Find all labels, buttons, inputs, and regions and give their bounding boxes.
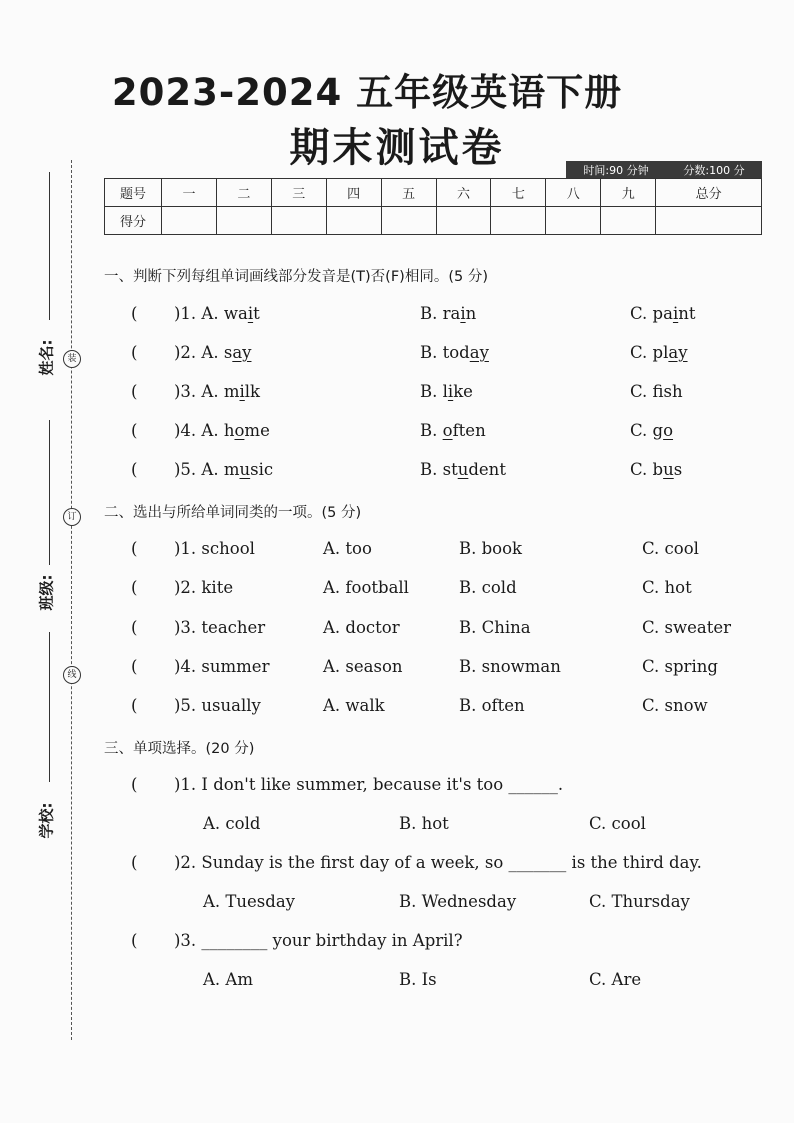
s3-question: )2. Sunday is the first day of a week, so _______ is the third day. (174, 853, 702, 872)
name-write-line[interactable] (49, 172, 50, 320)
s2-option-a: A. too (323, 539, 372, 558)
s1-item-a: )2. A. say (174, 343, 252, 362)
answer-paren[interactable]: ( (131, 696, 138, 715)
score-cell[interactable] (436, 207, 491, 235)
s2-option-c: C. cool (642, 539, 699, 558)
s2-question: )1. school (174, 539, 255, 558)
s1-item-a: )5. A. music (174, 460, 274, 479)
score-label: 分数:100 分 (683, 163, 745, 177)
score-cell[interactable] (601, 207, 656, 235)
score-header: 七 (491, 179, 546, 207)
score-cell[interactable] (162, 207, 217, 235)
s3-item-3 (0, 931, 794, 955)
s2-item-3 (0, 618, 794, 642)
s2-option-a: A. season (323, 657, 403, 676)
score-cell[interactable] (326, 207, 381, 235)
score-table-header-row (105, 179, 762, 207)
s2-option-c: C. sweater (642, 618, 732, 637)
score-header: 总分 (656, 179, 762, 207)
s1-item-b: B. student (420, 460, 506, 479)
answer-paren[interactable]: ( (131, 421, 138, 440)
s3-item-2 (0, 853, 794, 877)
s2-option-b: B. snowman (459, 657, 561, 676)
school-label: 学校: (37, 802, 56, 839)
s3-option-a: A. cold (203, 814, 261, 833)
answer-paren[interactable]: ( (131, 382, 138, 401)
s1-item-a: )1. A. wait (174, 304, 260, 323)
s3-options-3 (0, 970, 794, 994)
score-table (104, 178, 762, 235)
s1-item-a: )3. A. milk (174, 382, 261, 401)
s3-option-c: C. Are (589, 970, 642, 989)
section1-heading: 一、判断下列每组单词画线部分发音是(T)否(F)相同。(5 分) (104, 269, 488, 285)
s1-item-b: B. rain (420, 304, 477, 323)
s2-option-b: B. often (459, 696, 525, 715)
s1-item-2 (0, 343, 794, 367)
s2-item-4 (0, 657, 794, 681)
score-header: 一 (162, 179, 217, 207)
s1-item-a: )4. A. home (174, 421, 270, 440)
answer-paren[interactable]: ( (131, 578, 138, 597)
score-row2-label: 得分 (105, 207, 162, 235)
bind-mark-xian: 线 (63, 666, 81, 684)
s3-item-1 (0, 775, 794, 799)
s3-option-c: C. Thursday (589, 892, 690, 911)
s2-item-5 (0, 696, 794, 720)
bind-mark-ding: 订 (63, 508, 81, 526)
s1-item-c: C. go (630, 421, 674, 440)
score-cell[interactable] (491, 207, 546, 235)
s3-option-b: B. hot (399, 814, 449, 833)
s1-item-b: B. like (420, 382, 473, 401)
answer-paren[interactable]: ( (131, 618, 138, 637)
bind-mark-zhuang: 装 (63, 350, 81, 368)
s2-question: )2. kite (174, 578, 234, 597)
score-header: 五 (381, 179, 436, 207)
class-label: 班级: (37, 574, 56, 611)
s3-option-b: B. Is (399, 970, 437, 989)
score-cell[interactable] (216, 207, 271, 235)
answer-paren[interactable]: ( (131, 539, 138, 558)
s1-item-b: B. today (420, 343, 489, 362)
s2-option-c: C. spring (642, 657, 718, 676)
s3-option-c: C. cool (589, 814, 646, 833)
s1-item-c: C. paint (630, 304, 696, 323)
score-header: 六 (436, 179, 491, 207)
s2-option-c: C. snow (642, 696, 708, 715)
s1-item-5 (0, 460, 794, 484)
s1-item-1 (0, 304, 794, 328)
score-table-score-row (105, 207, 762, 235)
score-cell[interactable] (656, 207, 762, 235)
section3-heading: 三、单项选择。(20 分) (104, 741, 255, 757)
s3-options-2 (0, 892, 794, 916)
section2-heading: 二、选出与所给单词同类的一项。(5 分) (104, 505, 362, 521)
score-header: 四 (326, 179, 381, 207)
score-header: 九 (601, 179, 656, 207)
title-line2: 期末测试卷 (289, 125, 505, 171)
s3-options-1 (0, 802, 794, 839)
s2-item-2 (0, 578, 794, 602)
answer-paren[interactable]: ( (131, 931, 138, 950)
s1-item-c: C. play (630, 343, 688, 362)
s3-question: )1. I don't like summer, because it's too ______. (174, 775, 564, 794)
s2-option-b: B. book (459, 539, 523, 558)
s1-item-b: B. often (420, 421, 486, 440)
answer-paren[interactable]: ( (131, 304, 138, 323)
s2-question: )3. teacher (174, 618, 266, 637)
answer-paren[interactable]: ( (131, 657, 138, 676)
s1-item-c: C. fsh (630, 382, 683, 401)
s2-question: )5. usually (174, 696, 261, 715)
s3-option-b: B. Wednesday (399, 892, 517, 911)
score-cell[interactable] (271, 207, 326, 235)
s2-question: )4. summer (174, 657, 270, 676)
s1-item-c: C. bus (630, 460, 683, 479)
s2-option-b: B. cold (459, 578, 517, 597)
score-cell[interactable] (546, 207, 601, 235)
s2-option-a: A. football (323, 578, 409, 597)
score-cell[interactable] (381, 207, 436, 235)
s3-question: )3. ________ your birthday in April? (174, 931, 463, 950)
score-row1-label: 题号 (105, 179, 162, 207)
answer-paren[interactable]: ( (131, 775, 138, 794)
score-header: 三 (271, 179, 326, 207)
score-header: 八 (546, 179, 601, 207)
answer-paren[interactable]: ( (131, 853, 138, 872)
s3-option-a: A. Am (203, 970, 253, 989)
name-label: 姓名: (37, 339, 56, 376)
s3-option-a: A. Tuesday (203, 892, 295, 911)
s2-option-a: A. walk (323, 696, 385, 715)
title-line1: 2023-2024 五年级英语下册 (111, 71, 623, 114)
time-score-bar (566, 161, 762, 178)
s2-item-1 (0, 539, 794, 563)
answer-paren[interactable]: ( (131, 460, 138, 479)
s2-option-a: A. doctor (323, 618, 400, 637)
score-header: 二 (216, 179, 271, 207)
time-label: 时间:90 分钟 (583, 163, 649, 177)
answer-paren[interactable]: ( (131, 343, 138, 362)
s1-item-4 (0, 421, 794, 445)
s1-item-3 (0, 382, 794, 406)
s2-option-b: B. China (459, 618, 531, 637)
s2-option-c: C. hot (642, 578, 692, 597)
